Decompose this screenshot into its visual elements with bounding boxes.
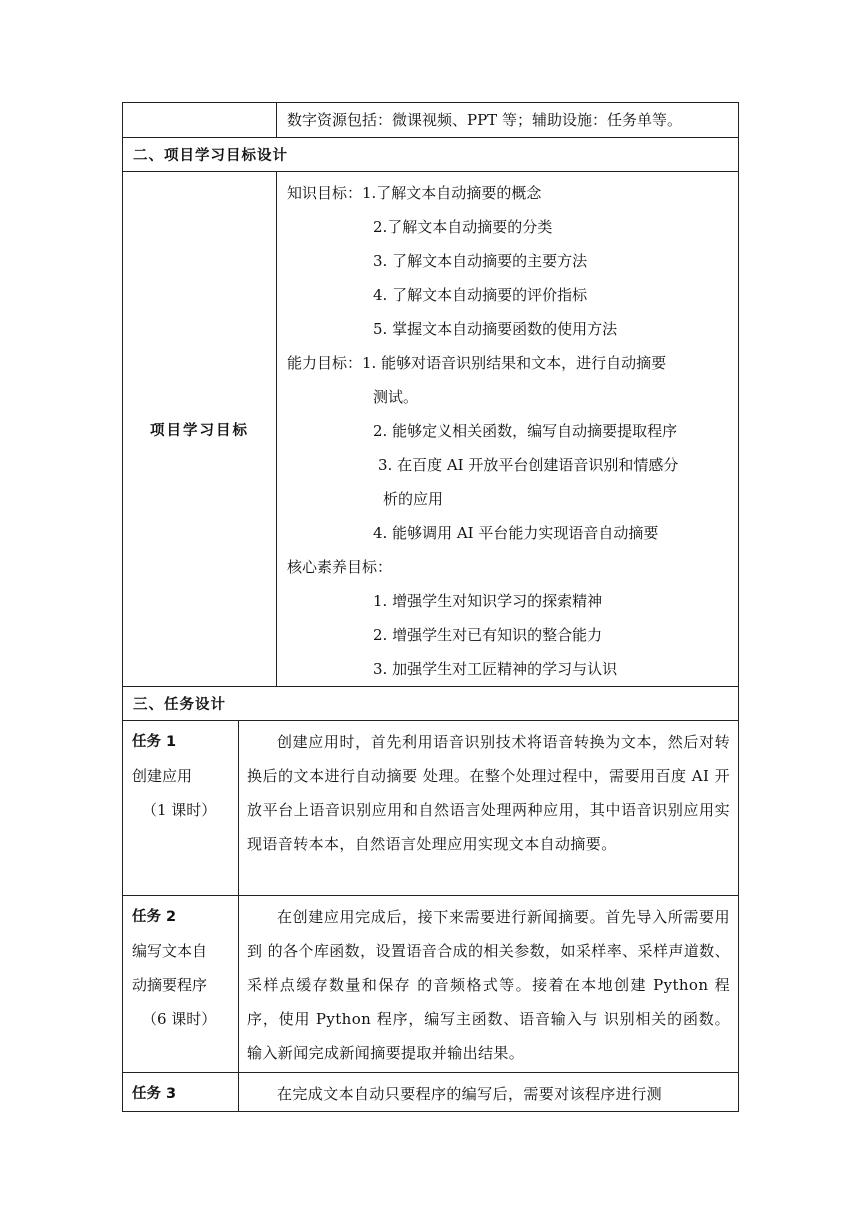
lesson-plan-table <box>122 102 739 1112</box>
section3-title: 三、任务设计 <box>133 697 226 713</box>
knowledge-goal-item: 3. 了解文本自动摘要的主要方法 <box>373 252 588 270</box>
resources-row <box>123 103 739 138</box>
task-name-cont: 动摘要程序 <box>132 976 208 994</box>
core-goal-item: 3. 加强学生对工匠精神的学习与认识 <box>373 660 618 678</box>
task-description: 在创建应用完成后，接下来需要进行新闻摘要。首先导入所需要用到 的各个库函数，设置语音合成的相关参数，如采样率、采样声道数、采样点缓存数量和保存 的音频格式等。接着在本地创建 Python 程序，使用 Python 程序，编写主函数、语音输入与 识别相关的函数。输入新闻完成新闻摘要提取并输出结果。 <box>247 908 730 1062</box>
resources-cell <box>277 103 739 138</box>
ability-goal-cont: 测试。 <box>373 388 419 406</box>
task-body-cell <box>239 896 739 1073</box>
ability-goal-item: 3. 在百度 AI 开放平台创建语音识别和情感分 <box>378 456 679 474</box>
section2-header-row <box>123 138 739 172</box>
task-body-cell <box>239 721 739 896</box>
ability-goal-head: 能力目标：1. 能够对语音识别结果和文本，进行自动摘要 <box>287 354 667 372</box>
task-row <box>123 721 739 896</box>
task-title: 任务 1 <box>132 734 177 750</box>
task-title: 任务 2 <box>132 909 177 925</box>
task-body-cell <box>239 1073 739 1112</box>
task-label-cell <box>123 721 239 896</box>
knowledge-goal-item: 2.了解文本自动摘要的分类 <box>373 218 553 236</box>
section3-header <box>123 687 739 721</box>
goals-row <box>123 172 739 687</box>
goals-label: 项目学习目标 <box>150 422 249 439</box>
task-description: 在完成文本自动只要程序的编写后，需要对该程序进行测 <box>277 1085 663 1103</box>
resources-label-cell <box>123 103 277 138</box>
ability-goal-cont: 析的应用 <box>383 490 444 508</box>
section2-header <box>123 138 739 172</box>
knowledge-goal-item: 5. 掌握文本自动摘要函数的使用方法 <box>373 320 618 338</box>
goals-label-cell <box>123 172 277 687</box>
section2-title: 二、项目学习目标设计 <box>133 148 288 164</box>
task-row <box>123 1073 739 1112</box>
knowledge-goal-head: 知识目标：1.了解文本自动摘要的概念 <box>287 184 542 202</box>
goals-cell <box>277 172 739 687</box>
core-goal-item: 1. 增强学生对知识学习的探索精神 <box>373 592 603 610</box>
task-description: 创建应用时，首先利用语音识别技术将语音转换为文本，然后对转换后的文本进行自动摘要 处理。在整个处理过程中，需要用百度 AI 开放平台上语音识别应用和自然语言处理两种应用，其中语音识别应用实现语音转本本，自然语言处理应用实现文本自动摘要。 <box>247 733 730 853</box>
task-hours: （1 课时） <box>142 801 217 819</box>
task-row <box>123 896 739 1073</box>
core-goal-item: 2. 增强学生对已有知识的整合能力 <box>373 626 603 644</box>
ability-goal-item: 2. 能够定义相关函数，编写自动摘要提取程序 <box>373 422 678 440</box>
section3-header-row <box>123 687 739 721</box>
core-goal-head: 核心素养目标： <box>287 558 393 576</box>
knowledge-goal-item: 4. 了解文本自动摘要的评价指标 <box>373 286 588 304</box>
task-name: 创建应用 <box>132 767 193 785</box>
task-title: 任务 3 <box>132 1086 177 1102</box>
ability-goal-item: 4. 能够调用 AI 平台能力实现语音自动摘要 <box>373 524 659 542</box>
task-label-cell <box>123 896 239 1073</box>
task-label-cell <box>123 1073 239 1112</box>
task-name: 编写文本自 <box>132 942 208 960</box>
task-hours: （6 课时） <box>142 1010 217 1028</box>
resources-text: 数字资源包括：微课视频、PPT 等；辅助设施：任务单等。 <box>287 111 682 129</box>
